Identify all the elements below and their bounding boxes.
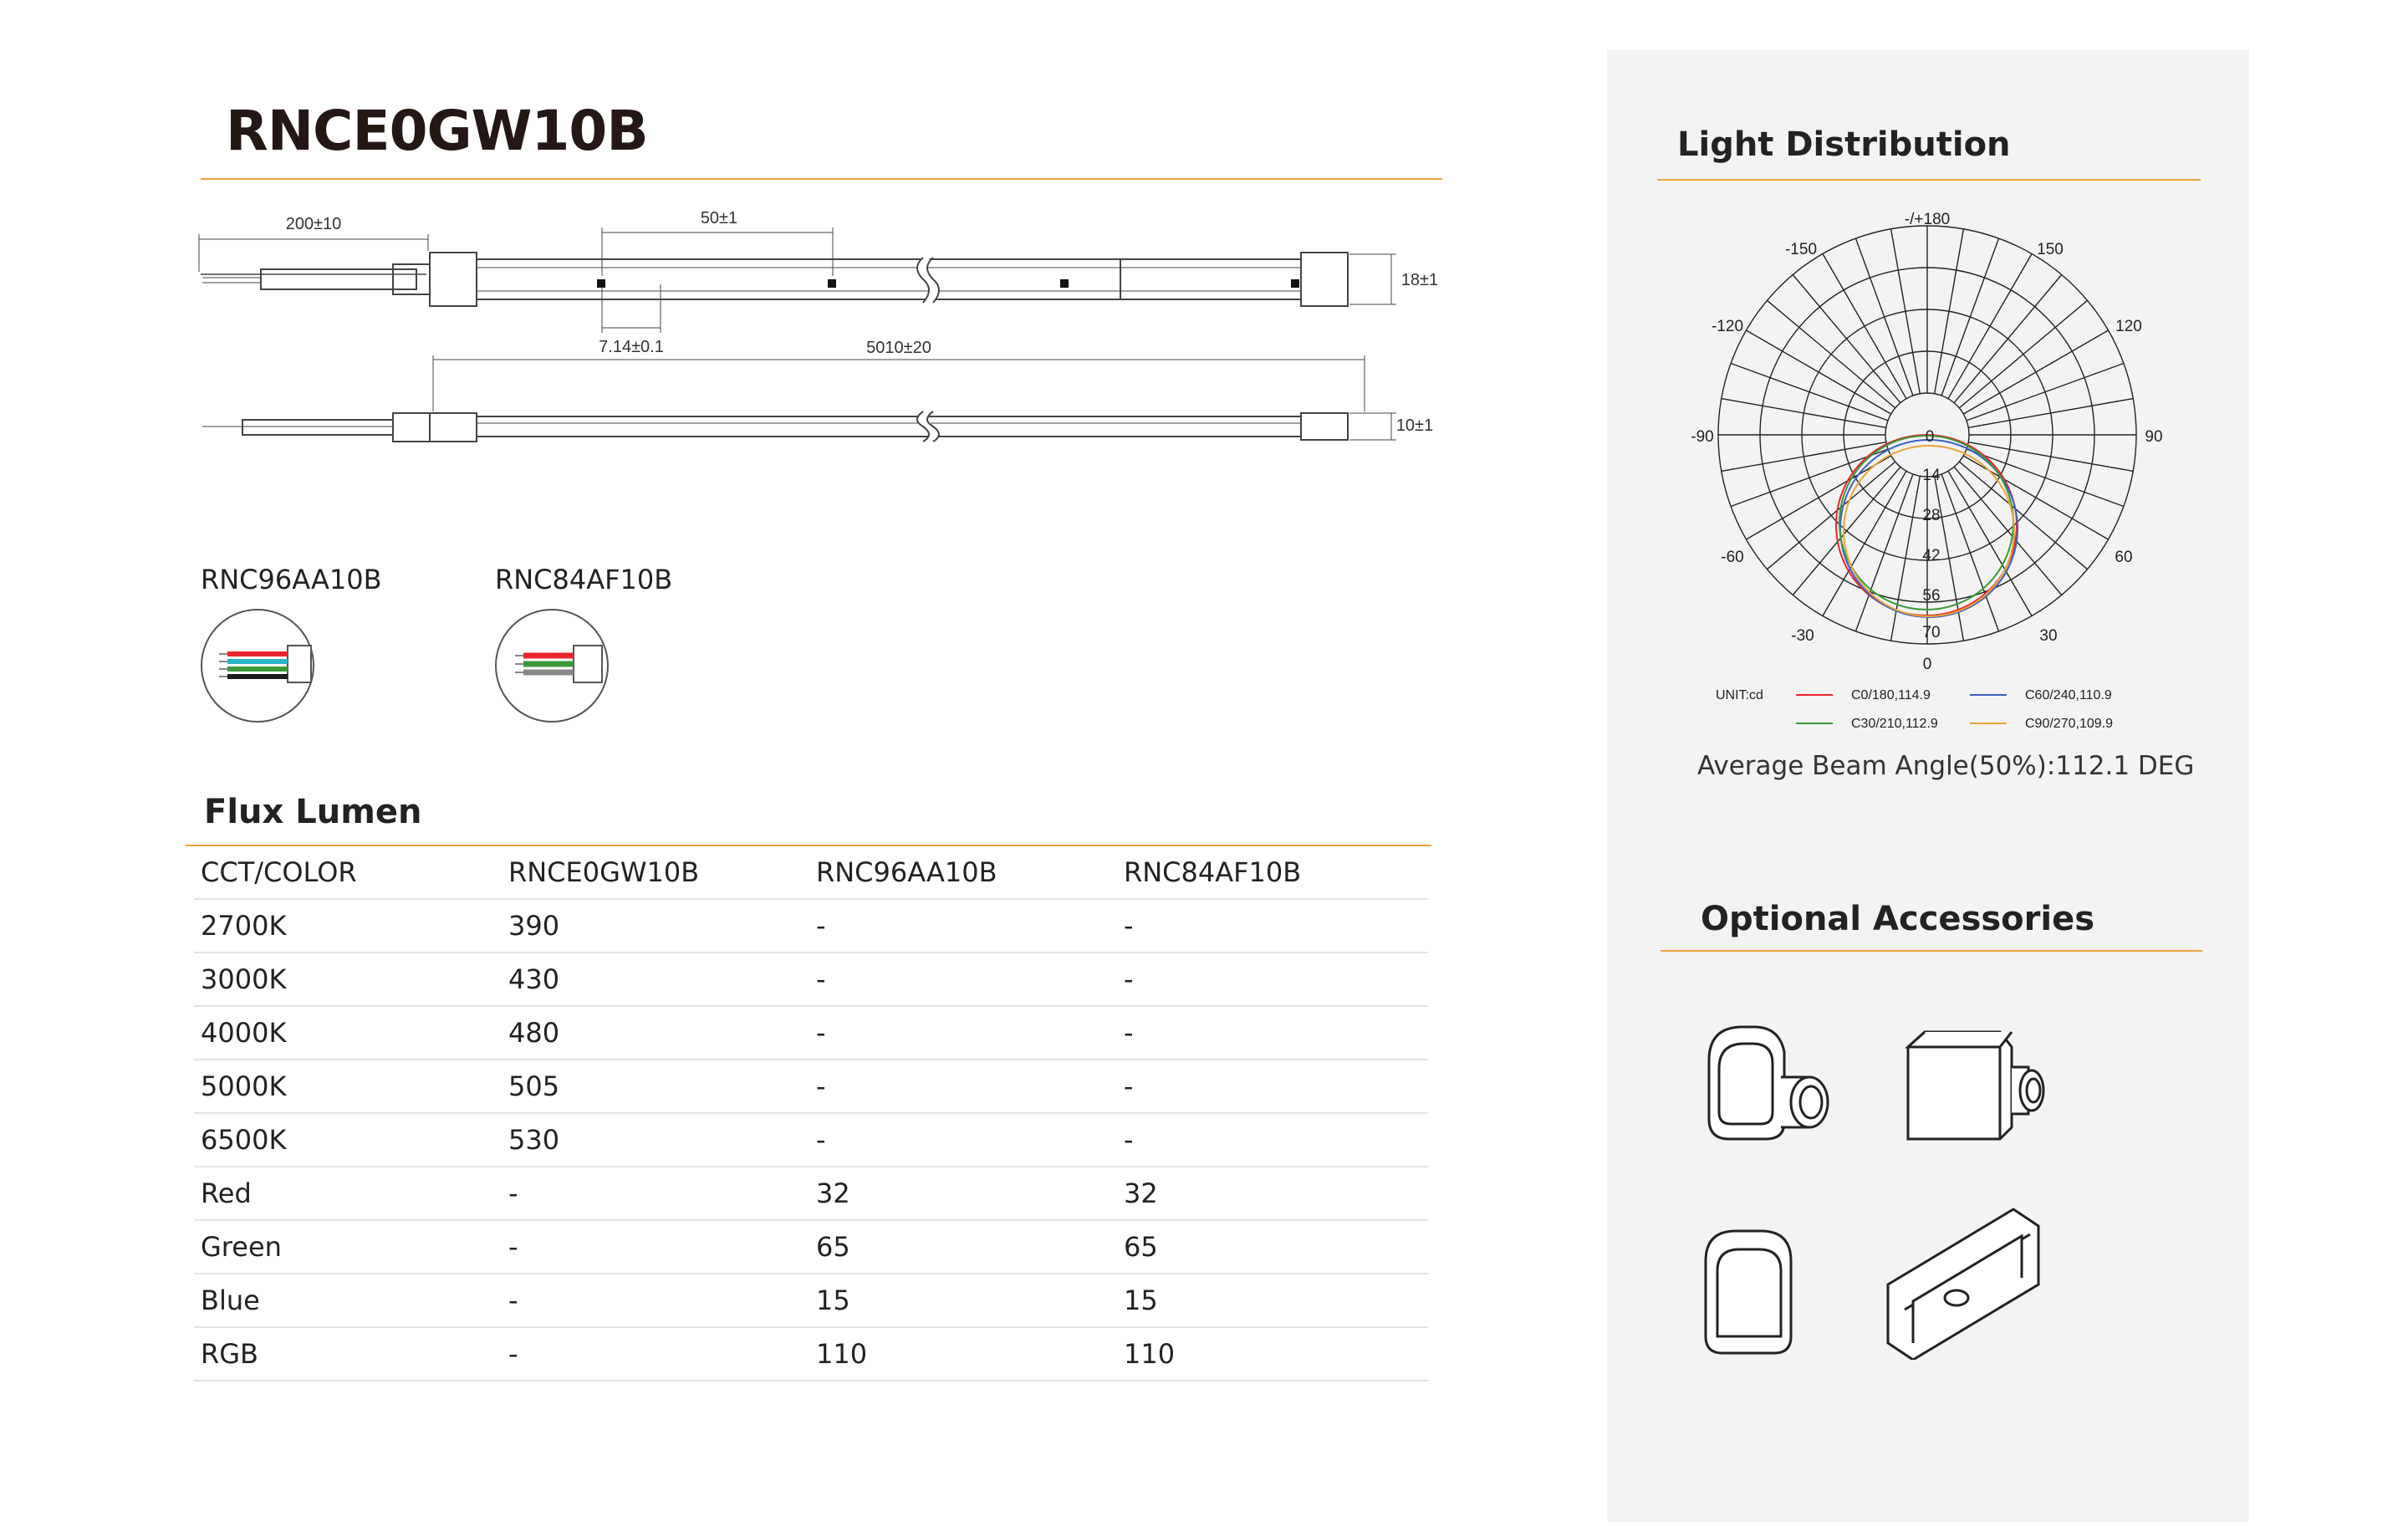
angle-label-top: -/+180 xyxy=(1904,211,1951,228)
table-row xyxy=(194,1060,1428,1113)
angle-label-left-90: -90 xyxy=(1691,428,1714,446)
table-cell: - xyxy=(809,1060,1117,1113)
polar-spoke xyxy=(1963,330,2108,414)
table-cell: - xyxy=(502,1167,809,1220)
header-rnc84af10b: RNC84AF10B xyxy=(1117,846,1428,899)
polar-spoke xyxy=(1823,253,1906,398)
light-distribution-title: Light Distribution xyxy=(1677,125,2011,164)
angle-label-right-120: 120 xyxy=(2115,318,2142,335)
polar-spoke xyxy=(1793,274,1900,402)
table-cell: Blue xyxy=(194,1274,502,1327)
polar-spoke xyxy=(1941,238,1998,396)
angle-label-left-60: -60 xyxy=(1721,549,1744,566)
table-cell: 480 xyxy=(502,1006,809,1060)
table-cell: 65 xyxy=(809,1220,1117,1274)
polar-spoke xyxy=(1746,330,1890,414)
radial-label-42: 42 xyxy=(1922,547,1941,564)
variant-label-rnc84af10b: RNC84AF10B xyxy=(495,564,673,595)
table-row xyxy=(194,1274,1428,1327)
table-cell: - xyxy=(1117,1060,1428,1113)
legend-c90: C90/270,109.9 xyxy=(2025,717,2113,731)
table-row xyxy=(194,899,1428,953)
light-distribution-divider xyxy=(1657,179,2201,181)
connector-rnc96aa10b-icon xyxy=(197,604,323,726)
angle-label-right-60: 60 xyxy=(2115,549,2133,566)
table-row xyxy=(194,953,1428,1006)
radial-label-0: 0 xyxy=(1925,428,1935,446)
header-rnc96aa10b: RNC96AA10B xyxy=(809,846,1117,899)
angle-label-right-150: 150 xyxy=(2037,241,2064,258)
polar-spoke xyxy=(1722,442,1886,472)
table-header-row xyxy=(194,846,1428,899)
table-cell: - xyxy=(1117,899,1428,953)
table-cell: - xyxy=(502,1274,809,1327)
polar-spoke xyxy=(1954,274,2062,402)
polar-spoke xyxy=(1963,456,2108,539)
header-rnce0gw10b: RNCE0GW10B xyxy=(502,846,809,899)
radial-label-14: 14 xyxy=(1922,467,1941,484)
end-cap-icon xyxy=(1694,1219,1828,1370)
polar-spoke xyxy=(1935,229,1964,394)
polar-spoke xyxy=(1967,449,2124,506)
dimension-drawing xyxy=(192,192,1463,477)
dim-cut-unit: 7.14±0.1 xyxy=(599,338,664,356)
polar-spoke xyxy=(1767,462,1895,569)
header-cct: CCT/COLOR xyxy=(194,846,502,899)
mounting-clip-icon xyxy=(1880,1201,2047,1360)
table-cell: 390 xyxy=(502,899,809,953)
table-cell: - xyxy=(1117,1006,1428,1060)
table-cell: - xyxy=(1117,1113,1428,1167)
table-row xyxy=(194,1167,1428,1220)
legend-c60: C60/240,110.9 xyxy=(2025,688,2112,702)
radial-label-28: 28 xyxy=(1922,507,1941,524)
optional-accessories-title: Optional Accessories xyxy=(1701,900,2095,938)
title-divider xyxy=(201,178,1442,180)
radial-label-70: 70 xyxy=(1922,624,1941,641)
plug-end-cap-icon xyxy=(1891,1014,2059,1164)
table-cell: Green xyxy=(194,1220,502,1274)
variant-label-rnc96aa10b: RNC96AA10B xyxy=(201,564,382,595)
polar-spoke xyxy=(1746,456,1890,539)
table-cell: 65 xyxy=(1117,1220,1428,1274)
polar-spoke xyxy=(1731,363,1888,420)
table-cell: 430 xyxy=(502,953,809,1006)
table-cell: 32 xyxy=(809,1167,1117,1220)
dim-width: 18±1 xyxy=(1400,271,1439,289)
table-cell: RGB xyxy=(194,1327,502,1381)
table-cell: Red xyxy=(194,1167,502,1220)
angle-label-left-30: -30 xyxy=(1791,627,1814,645)
table-row xyxy=(194,1113,1428,1167)
connector-rnc84af10b-icon xyxy=(492,604,617,726)
accessories-divider xyxy=(1661,950,2202,952)
table-cell: 15 xyxy=(809,1274,1117,1327)
dim-height: 10±1 xyxy=(1395,416,1434,435)
polar-spoke xyxy=(1855,238,1912,396)
table-cell: 32 xyxy=(1117,1167,1428,1220)
table-cell: 110 xyxy=(1117,1327,1428,1381)
table-cell: - xyxy=(809,899,1117,953)
angle-label-right-30: 30 xyxy=(2039,627,2058,645)
end-cap-with-gland-icon xyxy=(1697,1010,1848,1161)
product-title: RNCE0GW10B xyxy=(226,99,648,163)
angle-label-right-90: 90 xyxy=(2145,428,2163,446)
table-cell: 15 xyxy=(1117,1274,1428,1327)
table-cell: - xyxy=(502,1327,809,1381)
flux-lumen-table xyxy=(194,846,1428,1382)
polar-spoke xyxy=(1959,462,2087,569)
polar-spoke xyxy=(1731,449,1888,506)
table-cell: - xyxy=(809,1006,1117,1060)
dim-cable-length: 200±10 xyxy=(285,215,342,233)
table-cell: 2700K xyxy=(194,899,502,953)
polar-spoke xyxy=(1959,300,2087,408)
table-cell: 505 xyxy=(502,1060,809,1113)
table-row xyxy=(194,1220,1428,1274)
polar-spoke xyxy=(1823,471,1906,615)
table-cell: 4000K xyxy=(194,1006,502,1060)
polar-spoke xyxy=(1967,363,2124,420)
table-row xyxy=(194,1006,1428,1060)
dim-led-pitch: 50±1 xyxy=(700,209,738,227)
table-cell: - xyxy=(809,953,1117,1006)
polar-spoke xyxy=(1891,229,1921,394)
polar-spoke xyxy=(1722,399,1886,428)
radial-label-56: 56 xyxy=(1922,587,1941,605)
polar-light-distribution-chart xyxy=(1672,201,2191,736)
polar-spoke xyxy=(1855,474,1912,631)
polar-spoke xyxy=(1948,253,2032,398)
table-cell: 3000K xyxy=(194,953,502,1006)
dim-total-length: 5010±20 xyxy=(866,339,931,357)
table-cell: 6500K xyxy=(194,1113,502,1167)
legend-c0: C0/180,114.9 xyxy=(1851,688,1931,702)
table-row xyxy=(194,1327,1428,1381)
polar-spoke xyxy=(1767,300,1895,408)
table-cell: 5000K xyxy=(194,1060,502,1113)
table-cell: 530 xyxy=(502,1113,809,1167)
table-cell: - xyxy=(502,1220,809,1274)
unit-label: UNIT:cd xyxy=(1716,688,1763,702)
angle-label-left-120: -120 xyxy=(1711,318,1744,335)
table-cell: - xyxy=(1117,953,1428,1006)
legend-c30: C30/210,112.9 xyxy=(1851,717,1938,731)
polar-spoke xyxy=(1968,399,2133,428)
angle-label-left-150: -150 xyxy=(1784,241,1818,258)
table-cell: - xyxy=(809,1113,1117,1167)
polar-spoke xyxy=(1948,471,2032,615)
average-beam-angle: Average Beam Angle(50%):112.1 DEG xyxy=(1697,751,2195,781)
flux-lumen-title: Flux Lumen xyxy=(204,793,422,831)
angle-label-bottom: 0 xyxy=(1922,656,1932,673)
table-cell: 110 xyxy=(809,1327,1117,1381)
